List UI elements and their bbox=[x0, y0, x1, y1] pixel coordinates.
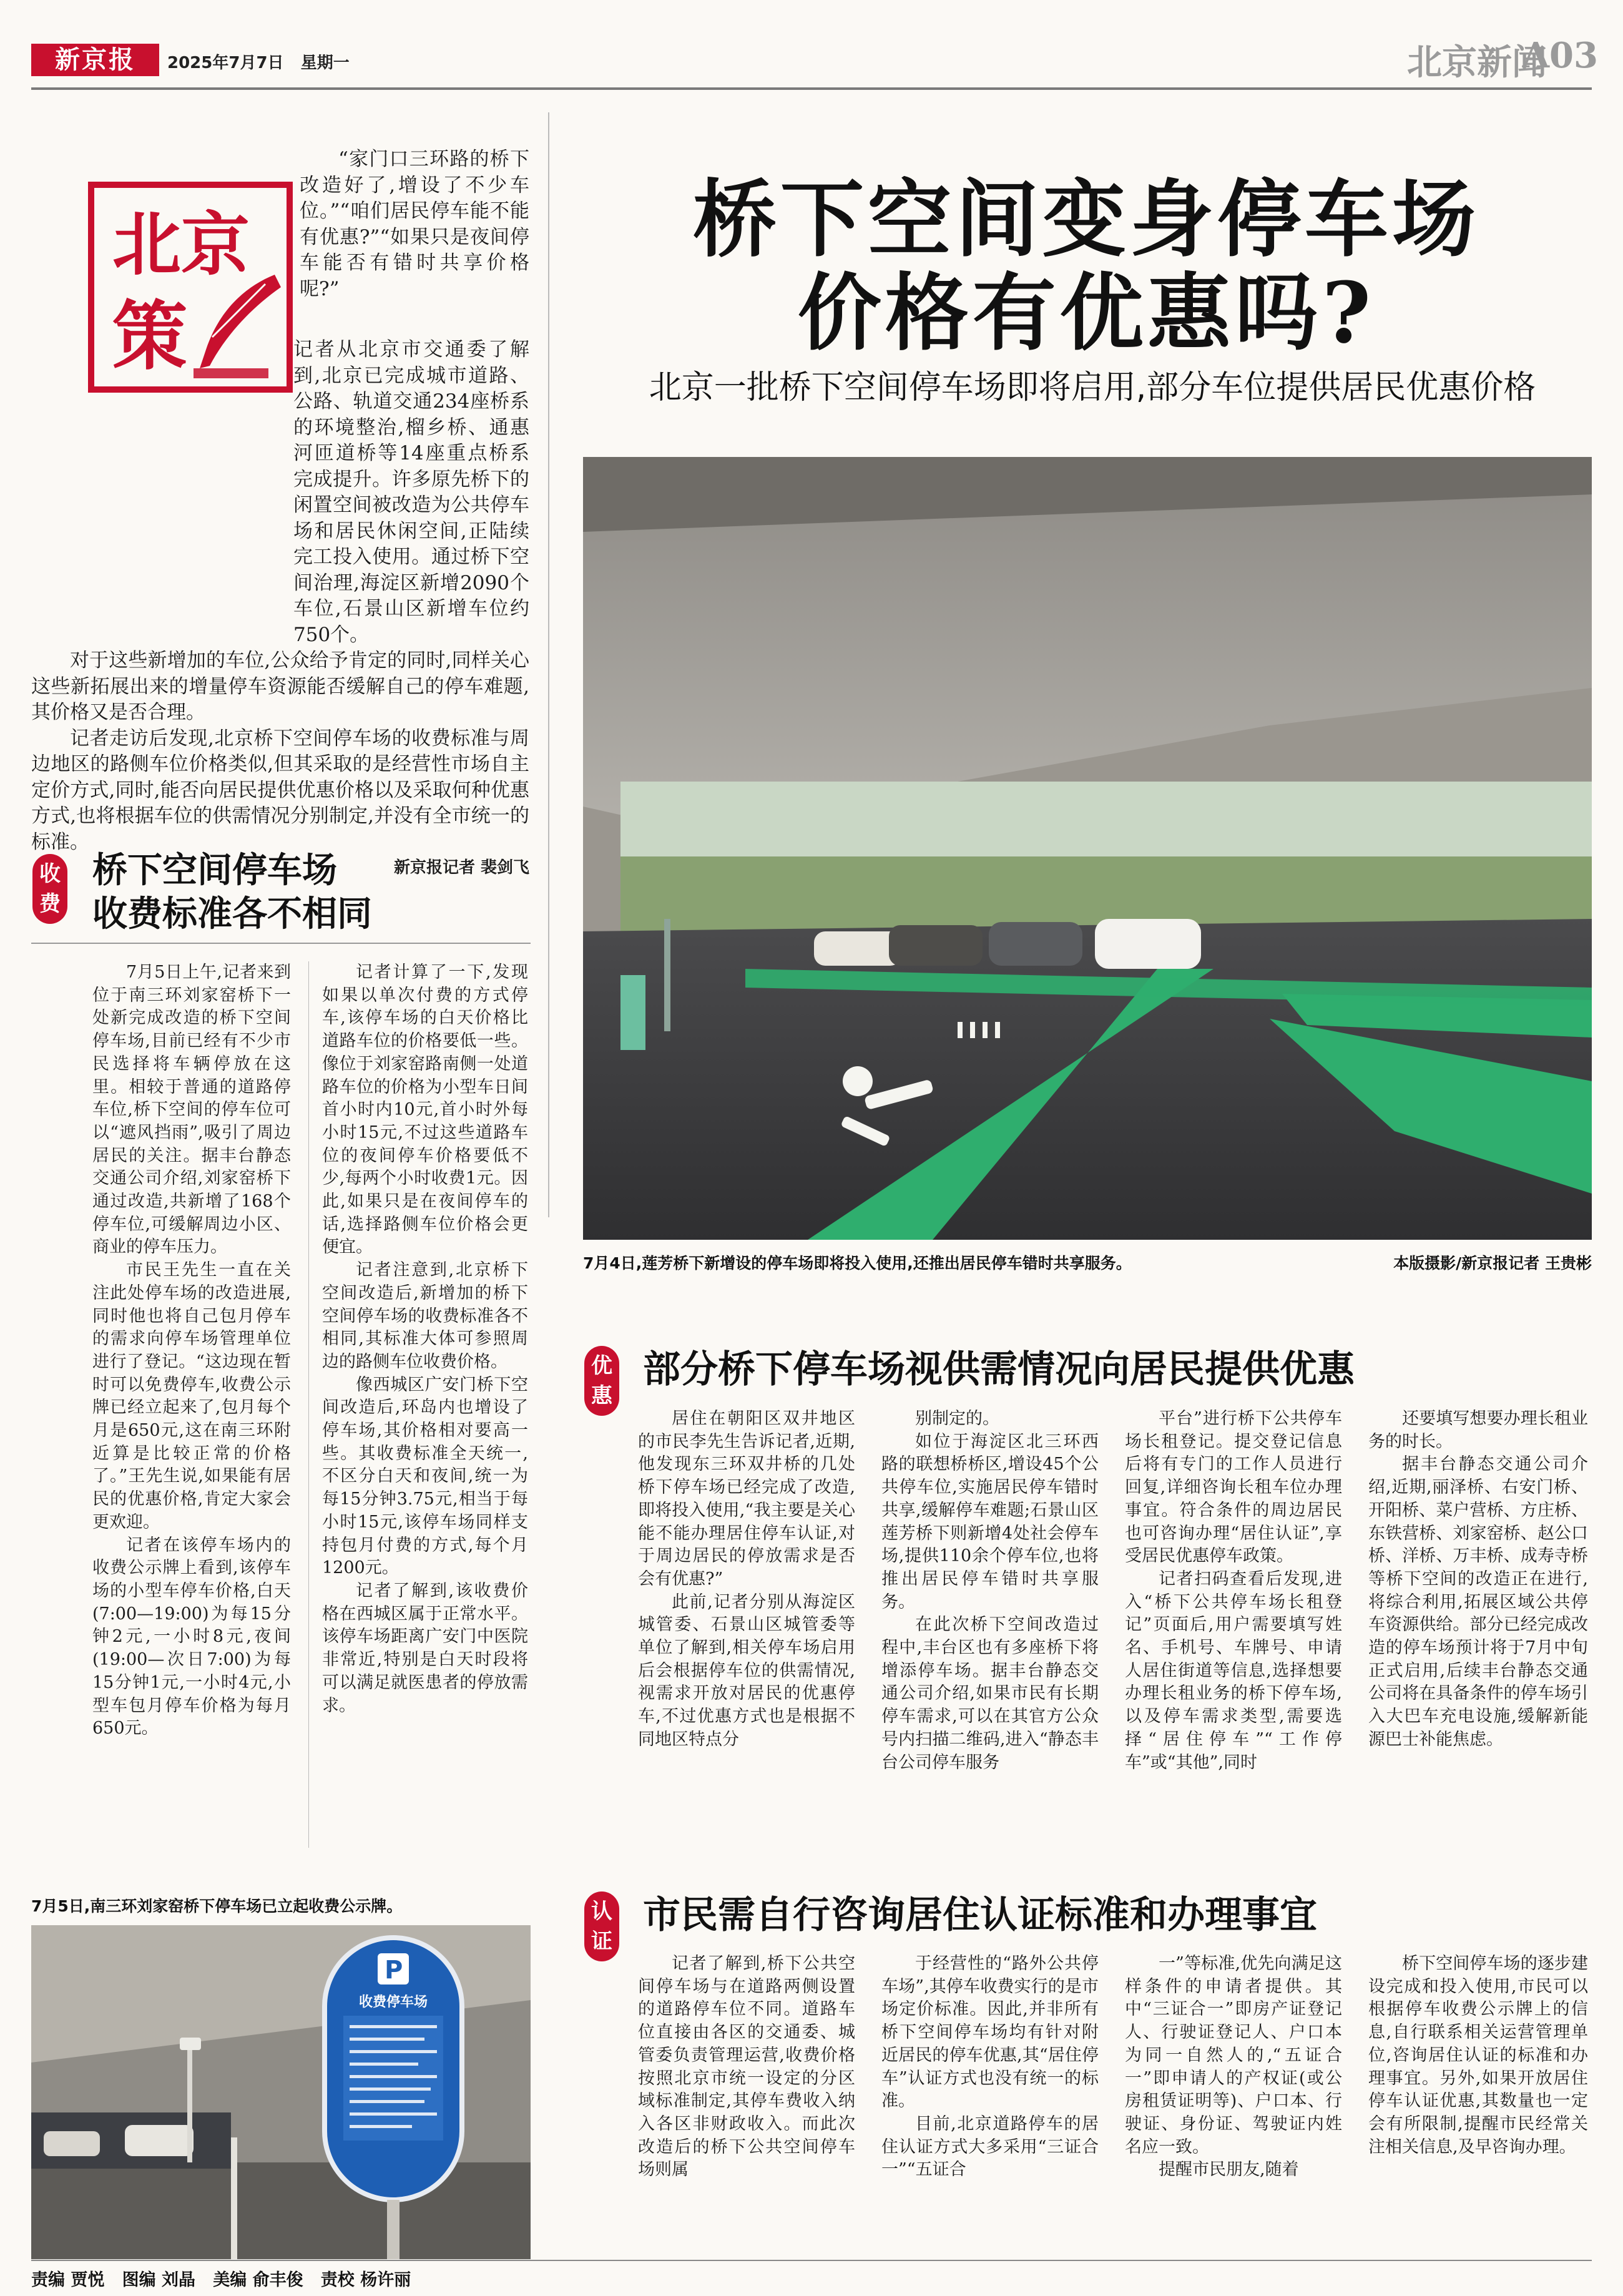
sign-photo-caption: 7月5日,南三环刘家窑桥下停车场已立起收费公示牌。 bbox=[31, 1897, 403, 1915]
paragraph: 桥下空间停车场的逐步建设完成和投入使用,市民可以根据停车收费公示牌上的信息,自行联系相关运营管理单位,咨询居住认证的标准和办理事宜。另外,如果开放居住停车认证优惠,其数量也一定会有所限制,提醒市民经常关注相关信息,及早咨询办理。 bbox=[1368, 1954, 1588, 2157]
lead-byline: 新京报记者 裴剑飞 bbox=[393, 858, 529, 877]
parking-lot-illustration bbox=[583, 457, 1592, 1240]
fee-board-title: 收费停车场 bbox=[358, 1994, 428, 2010]
paragraph: 据丰台静态交通公司介绍,近期,丽泽桥、右安门桥、开阳桥、菜户营桥、方庄桥、东铁营桥、刘家窑桥、赵公口桥、洋桥、万丰桥、成寿寺桥等桥下空间的改造正在进行,将综合利用,拓展区域公共停车资源供给。部分已经完成改造的停车场预计将于7月中旬正式启用,后续丰台静态交通公司将在具备条件的停车场引入大巴车充电设施,缓解新能源巴士补能焦虑。 bbox=[1368, 1455, 1588, 1749]
fee-board-illustration bbox=[31, 1925, 531, 2259]
column-divider bbox=[548, 112, 549, 1217]
section-tag-fees: 收费 bbox=[32, 854, 67, 924]
editor-credits: 责编 贾悦 图编 刘晶 美编 俞丰俊 责校 杨许丽 bbox=[31, 2270, 411, 2290]
main-headline-line1: 桥下空间变身停车场 bbox=[692, 170, 1479, 268]
section-tag-discount: 优惠 bbox=[584, 1346, 619, 1416]
lead-paragraph-quote: “家门口三环路的桥下改造好了,增设了不少车位。”“咱们居民停车能不能有优惠?”“如果只是夜间停车能否有错时共享价格呢?” bbox=[300, 148, 529, 300]
paragraph: 记者扫码查看后发现,进入“桥下公共停车场长租登记”页面后,用户需要填写姓名、手机号、车牌号、申请人居住街道等信息,选择想要办理长租业务的桥下停车场,以及停车需求类型,需要选择“居住停车”“工作停车”或“其他”,同时 bbox=[1125, 1569, 1342, 1772]
photo-credit: 本版摄影/新京报记者 王贵彬 bbox=[1393, 1254, 1592, 1272]
paragraph: 记者在该停车场内的收费公示牌上看到,该停车场的小型车停车价格,白天(7:00—19:00)为每15分钟2元,一小时8元,夜间(19:00—次日7:00)为每15分钟1元,一小时4元,小型车包月停车价格为每月650元。 bbox=[92, 1535, 291, 1739]
lead-text-body bbox=[31, 337, 529, 881]
paragraph: 提醒市民朋友,随着 bbox=[1159, 2160, 1299, 2180]
section3-col3-text bbox=[1125, 1953, 1342, 2182]
section2-col3-text bbox=[1125, 1408, 1342, 1774]
main-photo-caption: 7月4日,莲芳桥下新增设的停车场即将投入使用,还推出居民停车错时共享服务。 bbox=[583, 1254, 1132, 1272]
section2-title: 部分桥下停车场视供需情况向居民提供优惠 bbox=[643, 1348, 1355, 1391]
footer-rule bbox=[31, 2260, 1592, 2261]
paragraph: 记者了解到,桥下公共空间停车场与在道路两侧设置的道路停车位不同。道路车位直接由各区的交通委、城管委负责管理运营,收费价格按照北京市统一设定的分区域标准制定,其停车费收入纳入各区非财政收入。而此次改造后的桥下公共空间停车场则属 bbox=[638, 1954, 855, 2180]
section2-column2 bbox=[881, 1408, 1099, 1774]
lead-paragraph-facts: 记者从北京市交通委了解到,北京已完成城市道路、公路、轨道交通234座桥系的环境整治,榴乡桥、通惠河匝道桥等14座重点桥系完成提升。许多原先桥下的闲置空间被改造为公共停车场和居民休闲空间,正陆续完工投入使用。通过桥下空间治理,海淀区新增2090个车位,石景山区新增车位约750个。 bbox=[293, 338, 529, 646]
section3-title: 市民需自行咨询居住认证标准和办理事宜 bbox=[643, 1893, 1317, 1937]
section2-column1 bbox=[638, 1408, 855, 1752]
paragraph: 目前,北京道路停车的居住认证方式大多采用“三证合一”“五证合 bbox=[881, 2114, 1099, 2180]
section3-column2 bbox=[881, 1953, 1099, 2182]
newspaper-masthead: 新京报 bbox=[31, 44, 159, 76]
logo-text-beijing: 北京 bbox=[112, 205, 250, 285]
paragraph: 一”等标准,优先向满足这样条件的申请者提供。其中“三证合一”即房产证登记人、行驶证登记人、户口本为同一自然人的,“五证合一”即申请人的产权证(或公房租赁证明等)、户口本、行驶证、身份证、驾驶证内姓名应一致。 bbox=[1125, 1954, 1342, 2157]
paragraph: 7月5日上午,记者来到位于南三环刘家窑桥下一处新完成改造的桥下空间停车场,目前已经有不少市民选择将车辆停放在这里。相较于普通的道路停车位,桥下空间的停车位可以“遮风挡雨”,吸引了周边居民的关注。据丰台静态交通公司介绍,刘家窑桥下通过改造,共新增了168个停车位,可缓解周边小区、商业的停车压力。 bbox=[92, 963, 291, 1257]
section2-column4 bbox=[1368, 1408, 1588, 1752]
paragraph: 记者了解到,该收费价格在西城区属于正常水平。该停车场距离广安门中医院非常近,特别是白天时段将可以满足就医患者的停放需求。 bbox=[322, 1581, 528, 1715]
logo-text-ce: 策 bbox=[112, 293, 187, 380]
section2-col1-text bbox=[638, 1408, 855, 1752]
section1-title-line1: 桥下空间停车场 bbox=[92, 850, 337, 891]
section3-column4 bbox=[1368, 1953, 1588, 2159]
section1-col-divider bbox=[308, 961, 309, 1848]
paragraph: 如位于海淀区北三环西路的联想桥桥区,增设45个公共停车位,实施居民停车错时共享,缓解停车难题;石景山区莲芳桥下则新增4处社会停车场,提供110余个停车位,也将推出居民停车错时共享服务。 bbox=[881, 1431, 1099, 1612]
section1-col2-text bbox=[322, 961, 528, 1717]
paragraph: 此前,记者分别从海淀区城管委、石景山区城管委等单位了解到,相关停车场启用后会根据停车位的供需情况,视需求开放对居民的优惠停车,不过优惠方式也是根据不同地区特点分 bbox=[638, 1592, 855, 1749]
lead-paragraph-finding: 记者走访后发现,北京桥下空间停车场的收费标准与周边地区的路侧车位价格类似,但其采取的是经营性市场自主定价方式,同时,能否向居民提供优惠价格以及采取何种优惠方式,也将根据车位的供需情况分别制定,并没有全市统一的标准。 bbox=[31, 727, 529, 853]
paragraph: 记者注意到,北京桥下空间改造后,新增加的桥下空间停车场的收费标准各不相同,其标准大体可参照周边的路侧车位收费价格。 bbox=[322, 1260, 528, 1371]
section1-column1 bbox=[92, 961, 291, 1740]
section3-col2-text bbox=[881, 1953, 1099, 2182]
main-headline-line2: 价格有优惠吗? bbox=[797, 263, 1375, 362]
main-subheadline: 北京一批桥下空间停车场即将启用,部分车位提供居民优惠价格 bbox=[649, 369, 1536, 406]
section2-col4-text bbox=[1368, 1408, 1588, 1752]
section2-column3 bbox=[1125, 1408, 1342, 1774]
paragraph: 像西城区广安门桥下空间改造后,环岛内也增设了停车场,其价格相对要高一些。其收费标准全天统一,不区分白天和夜间,统一为每15分钟3.75元,相当于每小时15元,该停车场同样支持包月付费的方式,每个月1200元。 bbox=[322, 1375, 528, 1578]
main-photo-parking-under-bridge bbox=[583, 457, 1592, 1240]
paragraph: 别制定的。 bbox=[915, 1409, 999, 1428]
issue-date: 2025年7月7日 星期一 bbox=[167, 54, 350, 72]
parking-p-icon: P bbox=[385, 1956, 403, 1984]
sign-photo-fee-board bbox=[31, 1925, 531, 2259]
paragraph: 还要填写想要办理长租业务的时长。 bbox=[1368, 1409, 1588, 1451]
section1-rule bbox=[31, 943, 531, 944]
paragraph: 居住在朝阳区双井地区的市民李先生告诉记者,近期,他发现东三环双井桥的几处桥下停车场已经完成了改造,即将投入使用,“我主要是关心能不能办理居住停车认证,对于周边居民的停放需求是否会有优惠?” bbox=[638, 1409, 855, 1589]
paragraph: 在此次桥下空间改造过程中,丰台区也有多座桥下将增添停车场。据丰台静态交通公司介绍,如果市民有长期停车需求,可以在其官方公众号内扫描二维码,进入“静态丰台公司停车服务 bbox=[881, 1615, 1099, 1772]
section-name: 北京新闻 bbox=[1407, 42, 1547, 83]
section3-column3 bbox=[1125, 1953, 1342, 2182]
page-number: A03 bbox=[1522, 35, 1598, 76]
section1-title-line2: 收费标准各不相同 bbox=[92, 893, 372, 935]
section3-column1 bbox=[638, 1953, 855, 2182]
section1-col1-text bbox=[92, 961, 291, 1740]
section-tag-certification: 认证 bbox=[584, 1891, 619, 1961]
paragraph: 市民王先生一直在关注此处停车场的改造进展,同时他也将自己包月停车的需求向停车场管理单位进行了登记。“这边现在暂时可以免费停车,收费公示牌已经立起来了,包月每个月是650元,这在南三环附近算是比较正常的价格了。”王先生说,如果能有居民的优惠价格,肯定大家会更欢迎。 bbox=[92, 1260, 291, 1532]
lead-paragraph-concern: 对于这些新增加的车位,公众给予肯定的同时,同样关心这些新拓展出来的增量停车资源能否缓解自己的停车难题,其价格又是否合理。 bbox=[31, 649, 529, 724]
section2-col2-text bbox=[881, 1408, 1099, 1774]
paragraph: 于经营性的“路外公共停车场”,其停车收费实行的是市场定价标准。因此,并非所有桥下空间停车场均有针对附近居民的停车优惠,其“居住停车”认证方式也没有统一的标准。 bbox=[881, 1954, 1099, 2111]
section1-column2 bbox=[322, 961, 528, 1717]
lead-text-upper bbox=[300, 147, 529, 302]
header-rule bbox=[31, 87, 1592, 90]
section3-col1-text bbox=[638, 1953, 855, 2182]
paragraph: 记者计算了一下,发现如果以单次付费的方式停车,该停车场的白天价格比道路车位的价格要低一些。像位于刘家窑路南侧一处道路车位的价格为小型车日间首小时内10元,首小时外每小时15元,不过这些道路车位的夜间停车价格要低不少,每两个小时收费1元。因此,如果只是在夜间停车的话,选择路侧车位价格会更便宜。 bbox=[322, 963, 528, 1257]
section3-col4-text bbox=[1368, 1953, 1588, 2159]
paragraph: 平台”进行桥下公共停车场长租登记。提交登记信息后将有专门的工作人员进行回复,详细咨询长租车位办理事宜。符合条件的周边居民也可咨询办理“居住认证”,享受居民优惠停车政策。 bbox=[1125, 1409, 1342, 1566]
